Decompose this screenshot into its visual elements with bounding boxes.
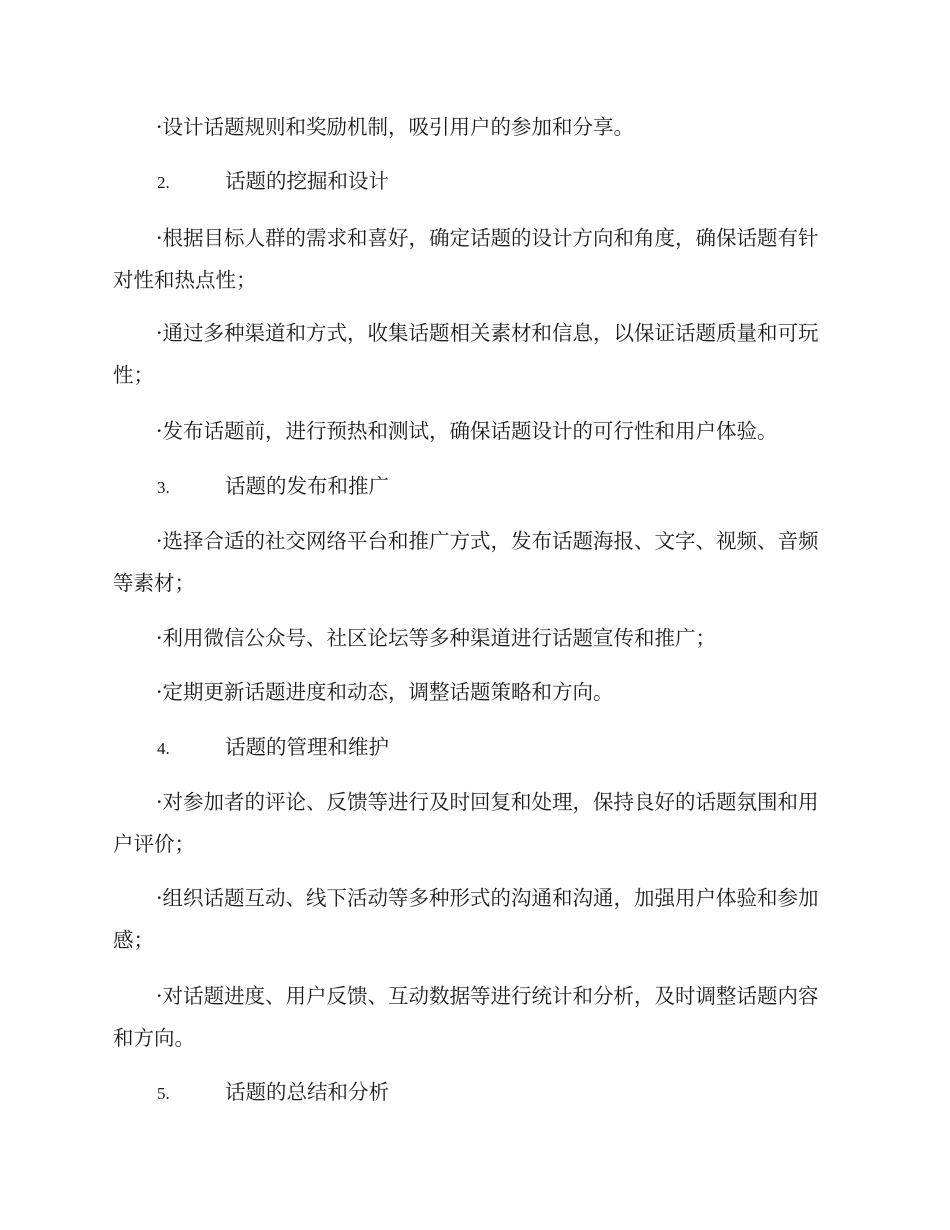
section-number: 5. [157, 1084, 170, 1103]
section-number: 2. [157, 173, 170, 192]
section-heading [157, 160, 389, 204]
section-title: 话题的管理和维护 [225, 735, 389, 759]
bullet-paragraph: ·利用微信公众号、社区论坛等多种渠道进行话题宣传和推广； [156, 626, 717, 650]
bullet-paragraph: ·对参加者的评论、反馈等进行及时回复和处理，保持良好的话题氛围和用户评价； [113, 790, 819, 856]
bullet-paragraph: ·选择合适的社交网络平台和推广方式，发布话题海报、文字、视频、音频等素材； [113, 529, 819, 595]
bullet-paragraph: ·对话题进度、用户反馈、互动数据等进行统计和分析，及时调整话题内容和方向。 [113, 984, 819, 1050]
section-heading [157, 465, 389, 509]
section-title: 话题的总结和分析 [225, 1080, 389, 1104]
bullet-paragraph: ·根据目标人群的需求和喜好，确定话题的设计方向和角度，确保话题有针对性和热点性； [113, 226, 819, 292]
section-number: 4. [157, 739, 170, 758]
bullet-paragraph: ·组织话题互动、线下活动等多种形式的沟通和沟通，加强用户体验和参加感； [113, 886, 819, 952]
section-number: 3. [157, 478, 170, 497]
section-title: 话题的挖掘和设计 [225, 169, 389, 193]
section-heading [157, 726, 389, 770]
section-title: 话题的发布和推广 [225, 474, 389, 498]
bullet-paragraph: ·通过多种渠道和方式，收集话题相关素材和信息，以保证话题质量和可玩性； [113, 321, 819, 387]
bullet-paragraph: ·定期更新话题进度和动态，调整话题策略和方向。 [156, 680, 614, 704]
bullet-paragraph: ·设计话题规则和奖励机制，吸引用户的参加和分享。 [156, 115, 635, 139]
section-heading [157, 1071, 389, 1115]
bullet-paragraph: ·发布话题前，进行预热和测试，确保话题设计的可行性和用户体验。 [156, 419, 778, 443]
